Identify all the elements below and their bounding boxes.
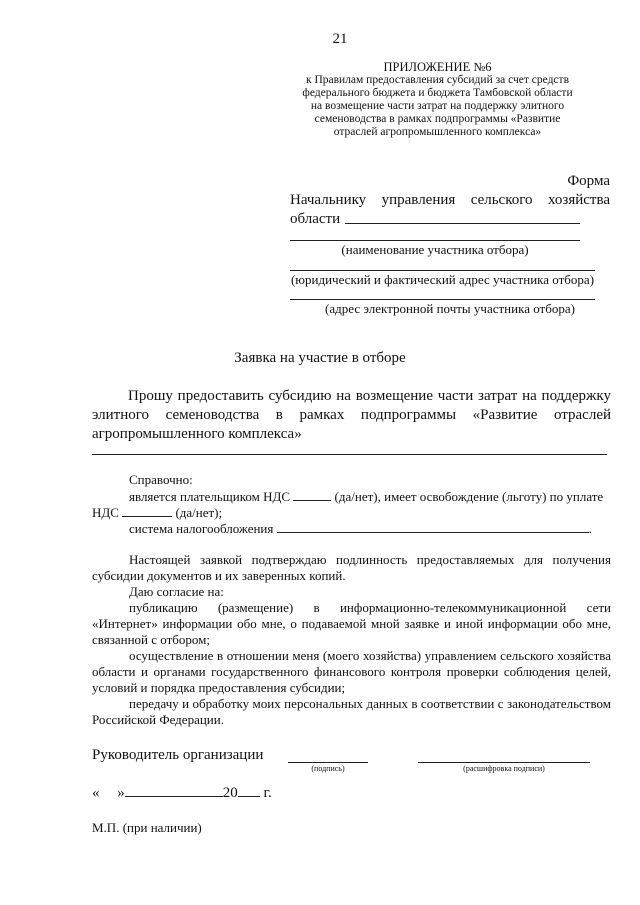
request-line: Прошу предоставить субсидию на возмещение части затрат на поддержку	[128, 388, 611, 404]
annex-line: федерального бюджета и бюджета Тамбовской области	[302, 87, 573, 99]
vat-payer-field[interactable]	[293, 488, 331, 501]
application-title: Заявка на участие в отборе	[234, 350, 406, 366]
signature-decode-field[interactable]	[418, 762, 590, 763]
consent-line: «Интернет» информации обо мне, о подаваемой мной заявке и иной информации обо мне,	[92, 616, 611, 631]
tax-system-field[interactable]	[277, 520, 589, 533]
signature-field[interactable]	[288, 762, 368, 763]
tax-system-end: .	[588, 521, 592, 536]
participant-email-caption: (адрес электронной почты участника отбора)	[325, 301, 575, 316]
vat-short-label: НДС	[92, 505, 119, 520]
date-day-field[interactable]	[103, 785, 117, 797]
consent-line: области и органами государственного финансового контроля проверки соблюдения целей,	[92, 664, 611, 679]
vat-yes-no-label: (да/нет);	[175, 505, 223, 520]
date-year-suffix: г.	[263, 785, 272, 801]
confirm-line: Настоящей заявкой подтверждаю подлинность предоставляемых для получения	[129, 552, 611, 567]
signature-decode-caption: (расшифровка подписи)	[463, 764, 545, 773]
date-close-quote: »	[117, 785, 125, 801]
date-month-field[interactable]	[125, 784, 223, 797]
vat-exemption-label: (да/нет), имеет освобождение (льготу) по уплате	[334, 489, 604, 504]
head-label: Руководитель организации	[92, 747, 264, 763]
request-line: агропромышленного комплекса»	[92, 426, 302, 442]
confirm-line: субсидии документов и их заверенных копий.	[92, 568, 346, 583]
addressee-region: области	[290, 211, 341, 227]
annex-line: на возмещение части затрат на поддержку элитного	[310, 100, 565, 112]
participant-email-field[interactable]	[290, 299, 595, 300]
request-line: элитного семеноводства в рамках подпрограммы «Развитие отраслей	[92, 407, 611, 423]
date-year-field[interactable]	[238, 784, 260, 797]
stamp-label: М.П. (при наличии)	[92, 820, 202, 835]
reference-title: Справочно:	[129, 472, 193, 487]
date-line	[92, 784, 272, 803]
tax-system-label: система налогообложения	[129, 521, 274, 536]
vat-line-2	[92, 504, 222, 521]
date-year-prefix: 20	[222, 785, 238, 801]
form-label: Форма	[567, 173, 610, 189]
consent-line: связанной с отбором;	[92, 632, 210, 647]
consent-line: публикацию (размещение) в информационно-телекоммуникационной сети	[129, 600, 611, 615]
tax-system-line	[129, 520, 592, 537]
participant-name-caption: (наименование участника отбора)	[341, 242, 529, 257]
page-number: 21	[332, 31, 348, 47]
signature-caption: (подпись)	[311, 764, 345, 773]
vat-line	[129, 488, 611, 505]
annex-block	[270, 60, 605, 139]
addressee-line: Начальнику управления сельского хозяйства	[290, 192, 610, 208]
consent-title: Даю согласие на:	[129, 584, 224, 599]
consent-line: передачу и обработку моих персональных данных в соответствии с законодательством	[129, 696, 611, 711]
request-blank-line[interactable]	[92, 454, 607, 455]
participant-name-field[interactable]	[290, 240, 580, 241]
participant-address-caption: (юридический и фактический адрес участника отбора)	[290, 272, 595, 287]
participant-address-field[interactable]	[290, 270, 595, 271]
annex-line: отраслей агропромышленного комплекса»	[333, 126, 542, 138]
addressee-region-blank[interactable]	[345, 223, 580, 224]
consent-line: Российской Федерации.	[92, 712, 224, 727]
vat-label: является плательщиком НДС	[129, 489, 291, 504]
annex-line: семеноводства в рамках подпрограммы «Развитие	[314, 113, 561, 125]
annex-title: ПРИЛОЖЕНИЕ №6	[383, 60, 492, 74]
annex-line: к Правилам предоставления субсидий за счет средств	[305, 74, 569, 86]
consent-line: условий и порядка предоставления субсидии;	[92, 680, 346, 695]
vat-exemption-field[interactable]	[122, 504, 172, 517]
consent-line: осуществление в отношении меня (моего хозяйства) управлением сельского хозяйства	[129, 648, 611, 663]
date-open-quote: «	[92, 785, 100, 801]
